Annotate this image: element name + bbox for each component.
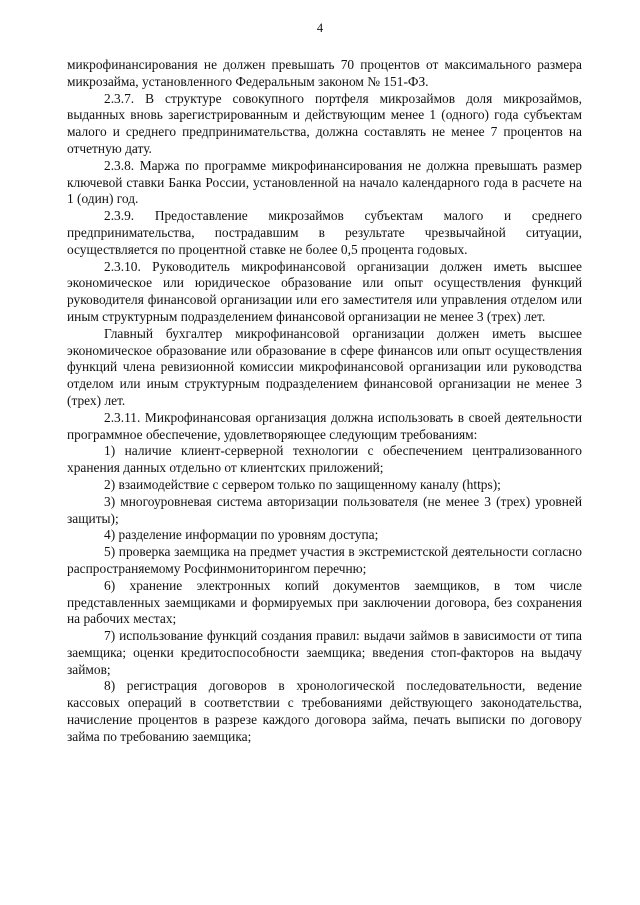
page-number: 4 [316,21,324,35]
paragraph-chief-accountant: Главный бухгалтер микрофинансовой организации должен иметь высшее экономическое образование или образование в сфере финансов или опыт осуществления функций члена ревизионной комиссии микрофинансовой организации или руководства отделом или иным структурным подразделением финансовой организации не менее 3 (трех) лет. [67,325,582,408]
paragraph-continuation: микрофинансирования не должен превышать 70 процентов от максимального размера микрозайма, установленного Федеральным законом № 151-ФЗ. [67,57,582,89]
list-item-5: 5) проверка заемщика на предмет участия в экстремистской деятельности согласно распространяемому Росфинмониторингом перечню; [67,544,582,576]
list-item-1: 1) наличие клиент-серверной технологии с обеспечением централизованного хранения данных отдельно от клиентских приложений; [67,443,582,476]
list-item-4: 4) разделение информации по уровням доступа; [104,527,379,543]
paragraph-2-3-9: 2.3.9. Предоставление микрозаймов субъектам малого и среднего предпринимательства, пострадавшим в результате чрезвычайной ситуации, осуществляется по процентной ставке не более 0,5 процента годовых. [67,208,582,257]
list-item-2: 2) взаимодействие с сервером только по защищенному каналу (https); [104,476,501,492]
paragraph-2-3-11: 2.3.11. Микрофинансовая организация должна использовать в своей деятельности программное обеспечение, удовлетворяющее следующим требованиям: [67,409,582,442]
paragraph-2-3-8: 2.3.8. Маржа по программе микрофинансирования не должна превышать размер ключевой ставки Банка России, установленной на начало календарного года в расчете на 1 (один) год. [67,157,582,207]
list-item-7: 7) использование функций создания правил: выдачи займов в зависимости от типа заемщика; оценки кредитоспособности заемщика; введения стоп-факторов на выдачу займов; [67,628,582,677]
list-item-3: 3) многоуровневая система авторизации пользователя (не менее 3 (трех) уровней защиты); [67,493,582,526]
list-item-8: 8) регистрация договоров в хронологической последовательности, ведение кассовых операций в соответствии с требованиями действующего законодательства, начисление процентов в разрезе каждого договора займа, печать выписки по договору займа по требованию заемщика; [67,678,582,744]
paragraph-2-3-7: 2.3.7. В структуре совокупного портфеля микрозаймов доля микрозаймов, выданных вновь зарегистрированным и действующим менее 1 (одного) года субъектам малого и среднего предпринимательства, должна составлять не менее 7 процентов на отчетную дату. [67,90,582,156]
list-item-6: 6) хранение электронных копий документов заемщиков, в том числе представленных заемщиками и формируемых при заключении договора, без сохранения на рабочих местах; [67,577,582,627]
document-body [67,57,582,746]
paragraph-2-3-10: 2.3.10. Руководитель микрофинансовой организации должен иметь высшее экономическое или юридическое образование или опыт осуществления функций руководителя финансовой организации или его заместителя или управления отделом или иным структурным подразделением финансовой организации не менее 3 (трех) лет. [67,258,582,324]
